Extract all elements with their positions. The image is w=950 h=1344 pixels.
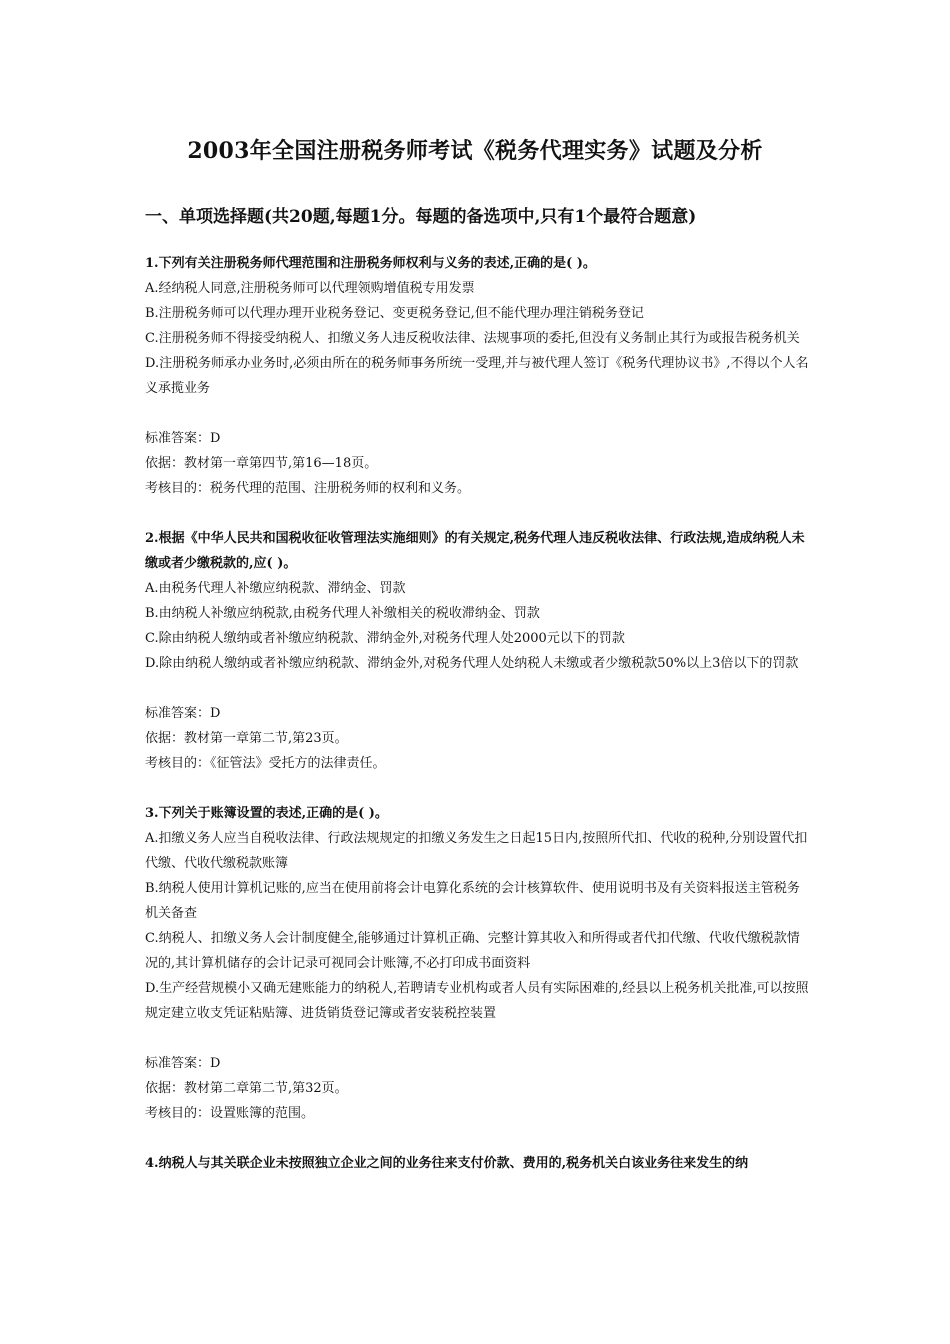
section-heading: 一、单项选择题(共20题,每题1分。每题的备选项中,只有1个最符合题意) <box>145 207 697 227</box>
option-c: C.除由纳税人缴纳或者补缴应纳税款、滞纳金外,对税务代理人处2000元以下的罚款 <box>145 631 625 646</box>
option-c: C.注册税务师不得接受纳税人、扣缴义务人违反税收法律、法规事项的委托,但没有义务制止其行为或报告税务机关 <box>145 331 800 346</box>
assessment-purpose: 考核目的：税务代理的范围、注册税务师的权利和义务。 <box>145 481 471 496</box>
standard-answer: 标准答案：D <box>145 706 221 721</box>
basis: 依据：教材第一章第四节,第16—18页。 <box>145 456 378 471</box>
question-stem: 1.下列有关注册税务师代理范围和注册税务师权利与义务的表述,正确的是( )。 <box>145 256 596 271</box>
option-b: B.由纳税人补缴应纳税款,由税务代理人补缴相关的税收滞纳金、罚款 <box>145 606 540 621</box>
document-title: 2003年全国注册税务师考试《税务代理实务》试题及分析 <box>187 138 763 164</box>
option-a: A.由税务代理人补缴应纳税款、滞纳金、罚款 <box>145 581 406 596</box>
question-stem: 3.下列关于账簿设置的表述,正确的是( )。 <box>145 806 388 821</box>
question-2 <box>145 526 809 776</box>
option-b: B.纳税人使用计算机记账的,应当在使用前将会计电算化系统的会计核算软件、使用说明书及有关资料报送主管税务机关备查 <box>145 881 800 921</box>
option-a: A.经纳税人同意,注册税务师可以代理领购增值税专用发票 <box>145 281 475 296</box>
basis: 依据：教材第二章第二节,第32页。 <box>145 1081 348 1096</box>
assessment-purpose: 考核目的：《征管法》受托方的法律责任。 <box>145 756 386 771</box>
question-list <box>145 251 809 1201</box>
question-stem: 4.纳税人与其关联企业未按照独立企业之间的业务往来支付价款、费用的,税务机关白该业务往来发生的纳 <box>145 1156 749 1171</box>
question-1 <box>145 251 809 501</box>
option-c: C.纳税人、扣缴义务人会计制度健全,能够通过计算机正确、完整计算其收入和所得或者代扣代缴、代收代缴税款情况的,其计算机储存的会计记录可视同会计账簿,不必打印成书面资料 <box>145 931 800 971</box>
question-3 <box>145 801 809 1126</box>
question-stem: 2.根据《中华人民共和国税收征收管理法实施细则》的有关规定,税务代理人违反税收法律、行政法规,造成纳税人未缴或者少缴税款的,应( )。 <box>145 531 805 571</box>
question-4 <box>145 1151 809 1176</box>
option-b: B.注册税务师可以代理办理开业税务登记、变更税务登记,但不能代理办理注销税务登记 <box>145 306 644 321</box>
option-d: D.除由纳税人缴纳或者补缴应纳税款、滞纳金外,对税务代理人处纳税人未缴或者少缴税款50%以上3倍以下的罚款 <box>145 656 799 671</box>
standard-answer: 标准答案：D <box>145 1056 221 1071</box>
option-a: A.扣缴义务人应当自税收法律、行政法规规定的扣缴义务发生之日起15日内,按照所代扣、代收的税种,分别设置代扣代缴、代收代缴税款账簿 <box>145 831 808 871</box>
standard-answer: 标准答案：D <box>145 431 221 446</box>
option-d: D.生产经营规模小又确无建账能力的纳税人,若聘请专业机构或者人员有实际困难的,经县以上税务机关批准,可以按照规定建立收支凭证粘贴簿、进货销货登记簿或者安装税控装置 <box>145 981 809 1021</box>
basis: 依据：教材第一章第二节,第23页。 <box>145 731 348 746</box>
option-d: D.注册税务师承办业务时,必须由所在的税务师事务所统一受理,并与被代理人签订《税务代理协议书》,不得以个人名义承揽业务 <box>145 356 809 396</box>
assessment-purpose: 考核目的：设置账簿的范围。 <box>145 1106 315 1121</box>
